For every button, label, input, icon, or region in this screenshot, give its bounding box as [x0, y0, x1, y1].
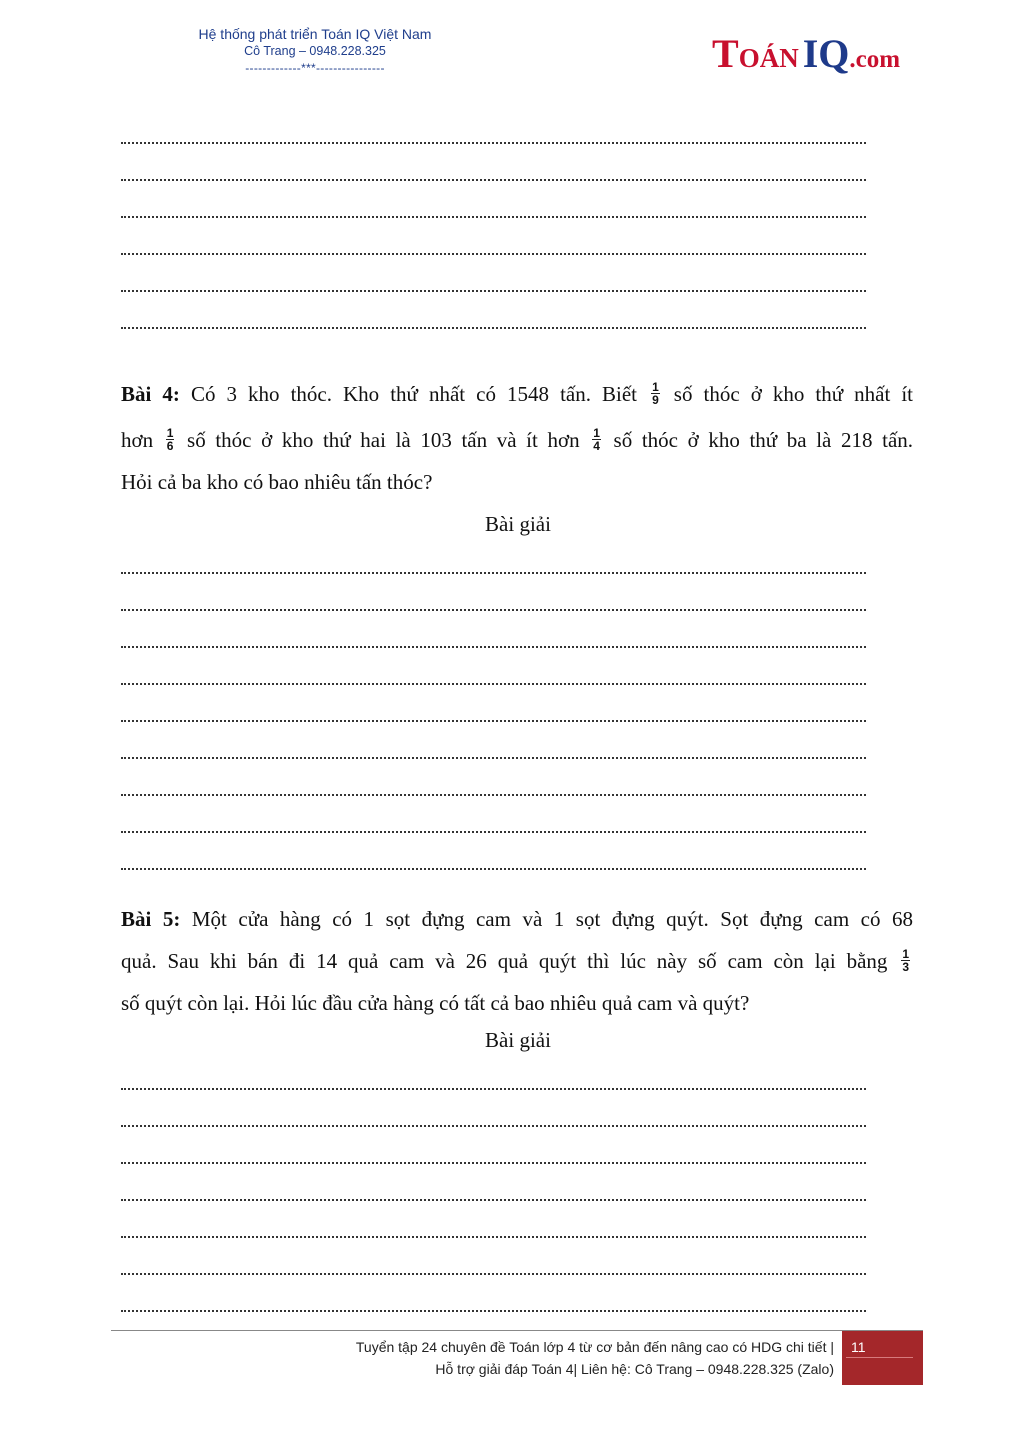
fraction-1-3: $\frac{1}{3}$: [902, 946, 909, 974]
exercise-5-label: Bài 5:: [121, 907, 181, 931]
page-number-box: [842, 1331, 923, 1385]
answer-line: [121, 1245, 866, 1281]
answer-line: [121, 1134, 866, 1170]
answer-line: [121, 188, 866, 224]
answer-line: [121, 766, 866, 802]
answer-line: [121, 729, 866, 765]
answer-line: [121, 1171, 866, 1207]
footer-line-1: Tuyển tập 24 chuyên đề Toán lớp 4 từ cơ bản đến nâng cao có HDG chi tiết |: [355, 1339, 834, 1355]
exercise-5: Bài 5: Một cửa hàng có 1 sọt đựng cam và 1 sọt đựng quýt. Sọt đựng cam có 68 quả. Sau khi bán đi 14 quả cam và 26 quả quýt thì lúc này số cam còn lại bằng $\frac{1}{3}$ số quýt còn lại. Hỏi lúc đầu cửa hàng có tất cả bao nhiêu quả cam và quýt?: [121, 907, 913, 1015]
answer-line: [121, 618, 866, 654]
answer-line: [121, 581, 866, 617]
solution-title-5: Bài giải: [485, 1028, 551, 1052]
answer-line: [121, 1097, 866, 1133]
answer-line: [121, 114, 866, 150]
footer-text: [270, 1336, 834, 1380]
answer-line: [121, 1060, 866, 1096]
fraction-1-4: $\frac{1}{4}$: [593, 425, 600, 453]
toan-iq-logo: TOÁN IQ.com: [712, 31, 901, 76]
answer-line: [121, 1208, 866, 1244]
header-info: [150, 26, 480, 77]
answer-line: [121, 1282, 866, 1318]
header-contact: Cô Trang – 0948.228.325: [244, 44, 386, 58]
footer-divider: [111, 1330, 923, 1331]
exercise-4: Bài 4: Có 3 kho thóc. Kho thứ nhất có 1548 tấn. Biết $\frac{1}{9}$ số thóc ở kho thứ nhất ít hơn $\frac{1}{6}$ số thóc ở kho thứ hai là 103 tấn và ít hơn $\frac{1}{4}$ số thóc ở kho thứ ba là 218 tấn. Hỏi cả ba kho có bao nhiêu tấn thóc?: [121, 379, 914, 494]
header-separator: -------------***----------------: [245, 61, 385, 75]
answer-line: [121, 692, 866, 728]
answer-line: [121, 840, 866, 876]
answer-line: [121, 262, 866, 298]
footer-line-2: Hỗ trợ giải đáp Toán 4| Liên hệ: Cô Trang – 0948.228.325 (Zalo): [435, 1361, 834, 1377]
page-number: 11: [851, 1339, 866, 1355]
answer-line: [121, 803, 866, 839]
exercise-4-label: Bài 4:: [121, 382, 180, 406]
header-org: Hệ thống phát triển Toán IQ Việt Nam: [198, 26, 432, 42]
solution-title-4: Bài giải: [485, 512, 551, 536]
answer-line: [121, 151, 866, 187]
answer-line: [121, 655, 866, 691]
answer-line: [121, 544, 866, 580]
answer-line: [121, 225, 866, 261]
fraction-1-9: $\frac{1}{9}$: [652, 379, 659, 407]
answer-line: [121, 299, 866, 335]
fraction-1-6: $\frac{1}{6}$: [166, 425, 174, 453]
